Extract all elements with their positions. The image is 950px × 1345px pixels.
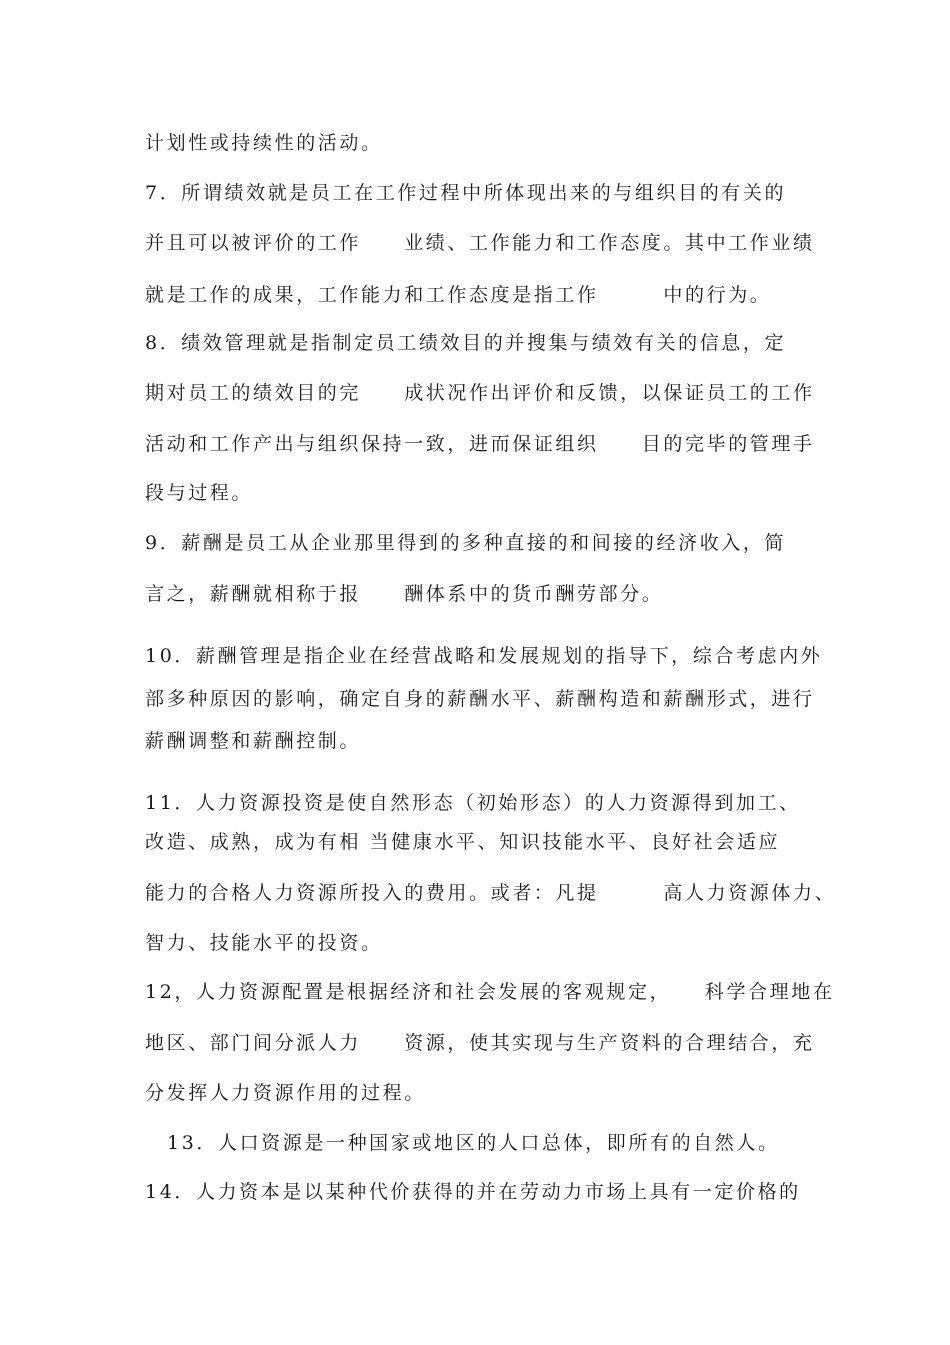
text-line: 7．所谓绩效就是员工在工作过程中所体现出来的与组织目的有关的: [145, 182, 787, 204]
text-line: 智力、技能水平的投资。: [145, 932, 383, 954]
text-line: 11．人力资源投资是使自然形态（初始形态）的人力资源得到加工、: [145, 792, 801, 814]
text-line: 9．薪酬是员工从企业那里得到的多种直接的和间接的经济收入，简: [145, 532, 787, 554]
text-line: 改造、成熟，成为有相 当健康水平、知识技能水平、良好社会适应: [145, 831, 781, 853]
text-line: 12，人力资源配置是根据经济和社会发展的客观规定， 科学合理地在: [145, 981, 835, 1003]
text-line: 并且可以被评价的工作 业绩、工作能力和工作态度。其中工作业绩: [145, 232, 815, 254]
text-line: 8．绩效管理就是指制定员工绩效目的并搜集与绩效有关的信息，定: [145, 332, 787, 354]
text-line: 活动和工作产出与组织保持一致，进而保证组织 目的完毕的管理手: [145, 433, 815, 455]
text-line: 能力的合格人力资源所投入的费用。或者：凡提 高人力资源体力、: [145, 882, 837, 904]
text-line: 期对员工的绩效目的完 成状况作出评价和反馈，以保证员工的工作: [145, 382, 815, 404]
text-line: 14．人力资本是以某种代价获得的并在劳动力市场上具有一定价格的: [145, 1181, 801, 1203]
text-line: 部多种原因的影响，确定自身的薪酬水平、薪酬构造和薪酬形式，进行: [145, 688, 815, 710]
text-line: 计划性或持续性的活动。: [145, 132, 383, 154]
text-line: 段与过程。: [145, 482, 254, 504]
text-line: 分发挥人力资源作用的过程。: [145, 1082, 426, 1104]
text-line: 13．人口资源是一种国家或地区的人口总体，即所有的自然人。: [167, 1132, 780, 1154]
text-line: 薪酬调整和薪酬控制。: [145, 730, 362, 752]
text-line: 言之，薪酬就相称于报 酬体系中的货币酬劳部分。: [145, 583, 664, 605]
text-line: 就是工作的成果，工作能力和工作态度是指工作 中的行为。: [145, 284, 772, 306]
text-line: 10．薪酬管理是指企业在经营战略和发展规划的指导下，综合考虑内外: [145, 645, 823, 667]
text-line: 地区、部门间分派人力 资源，使其实现与生产资料的合理结合，充: [145, 1032, 815, 1054]
